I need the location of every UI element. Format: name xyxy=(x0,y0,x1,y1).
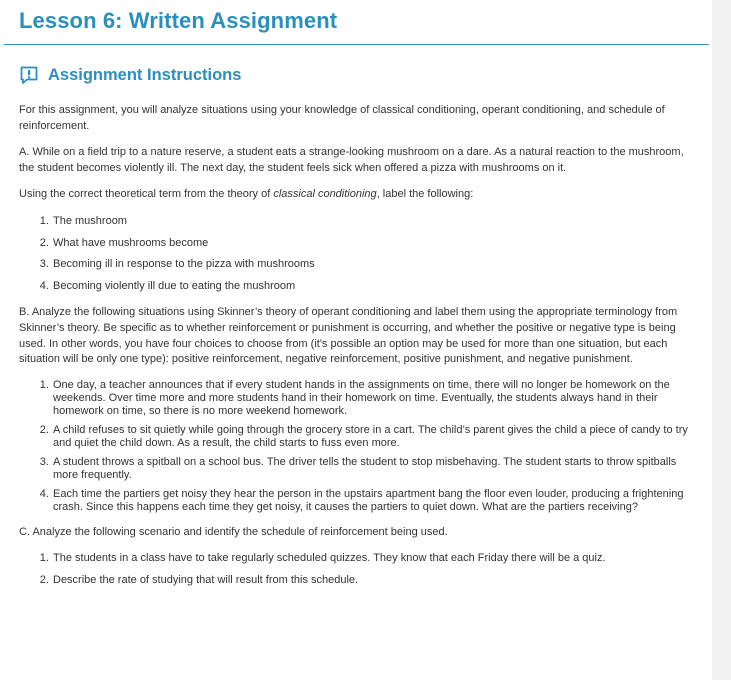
assignment-content xyxy=(19,103,691,600)
list-item: 3. A student throws a spitball on a school bus. The driver tells the student to stop misbehaving. The student starts to throw spitballs more frequently. xyxy=(52,456,691,482)
alert-icon xyxy=(19,65,39,85)
list-item: 4. Becoming violently ill due to eating the mushroom xyxy=(52,279,691,295)
list-item: 2. Describe the rate of studying that will result from this schedule. xyxy=(52,573,691,589)
list-item: 3. Becoming ill in response to the pizza with mushrooms xyxy=(52,257,691,273)
list-item: 4. Each time the partiers get noisy they hear the person in the upstairs apartment bang the floor even louder, producing a frightening crash. Since this happens each time they get noisy, it causes the partiers to quiet down. What are the partiers receiving? xyxy=(52,488,691,514)
part-b-list xyxy=(19,379,691,514)
list-item: 1. One day, a teacher announces that if every student hands in the assignments on time, there will no longer be homework on the weekends. Over time more and more students hand in their homework on time. Eventually, the students always hand in their homework on time, so there is no more weekend homework. xyxy=(52,379,691,418)
part-c-instructions: C. Analyze the following scenario and identify the schedule of reinforcement being used. xyxy=(19,525,448,538)
page-title: Lesson 6: Written Assignment xyxy=(19,8,338,33)
section-title: Assignment Instructions xyxy=(48,66,242,84)
part-a-scenario: A. While on a field trip to a nature reserve, a student eats a strange-looking mushroom on a dare. As a natural reaction to the mushroom, the student becomes violently ill. The next day, the student feels sick when offered a pizza with mushrooms on it. xyxy=(19,146,684,174)
section-header xyxy=(19,64,241,86)
page-gutter xyxy=(712,0,731,680)
part-a-prompt xyxy=(19,187,691,203)
part-a-prompt-after: , label the following: xyxy=(376,188,474,201)
list-item: 2. A child refuses to sit quietly while going through the grocery store in a cart. The child’s parent gives the child a piece of candy to try and quiet the child down. As a result, the child starts to fuss even more. xyxy=(52,424,691,450)
title-divider xyxy=(4,44,709,45)
part-a-prompt-emphasis: classical conditioning xyxy=(273,188,377,201)
list-item: 1. The mushroom xyxy=(52,214,691,230)
intro-paragraph: For this assignment, you will analyze situations using your knowledge of classical conditioning, operant conditioning, and schedule of reinforcement. xyxy=(19,104,665,132)
part-b-instructions: B. Analyze the following situations using Skinner’s theory of operant conditioning and label them using the appropriate terminology from Skinner’s theory. Be specific as to whether reinforcement or punishment is occurring, and whether the positive or negative type is being used. In other words, you have four choices to choose from (it's possible an option may be used for more than one situation, but each situation will be only one type): positive reinforcement, negative reinforcement, positive punishment, and negative punishment. xyxy=(19,306,678,366)
list-item: 1. The students in a class have to take regularly scheduled quizzes. They know that each Friday there will be a quiz. xyxy=(52,551,691,567)
part-c-list xyxy=(19,551,691,588)
part-a-prompt-before: Using the correct theoretical term from the theory of xyxy=(19,188,274,201)
list-item: 2. What have mushrooms become xyxy=(52,236,691,252)
part-a-list xyxy=(19,214,691,294)
